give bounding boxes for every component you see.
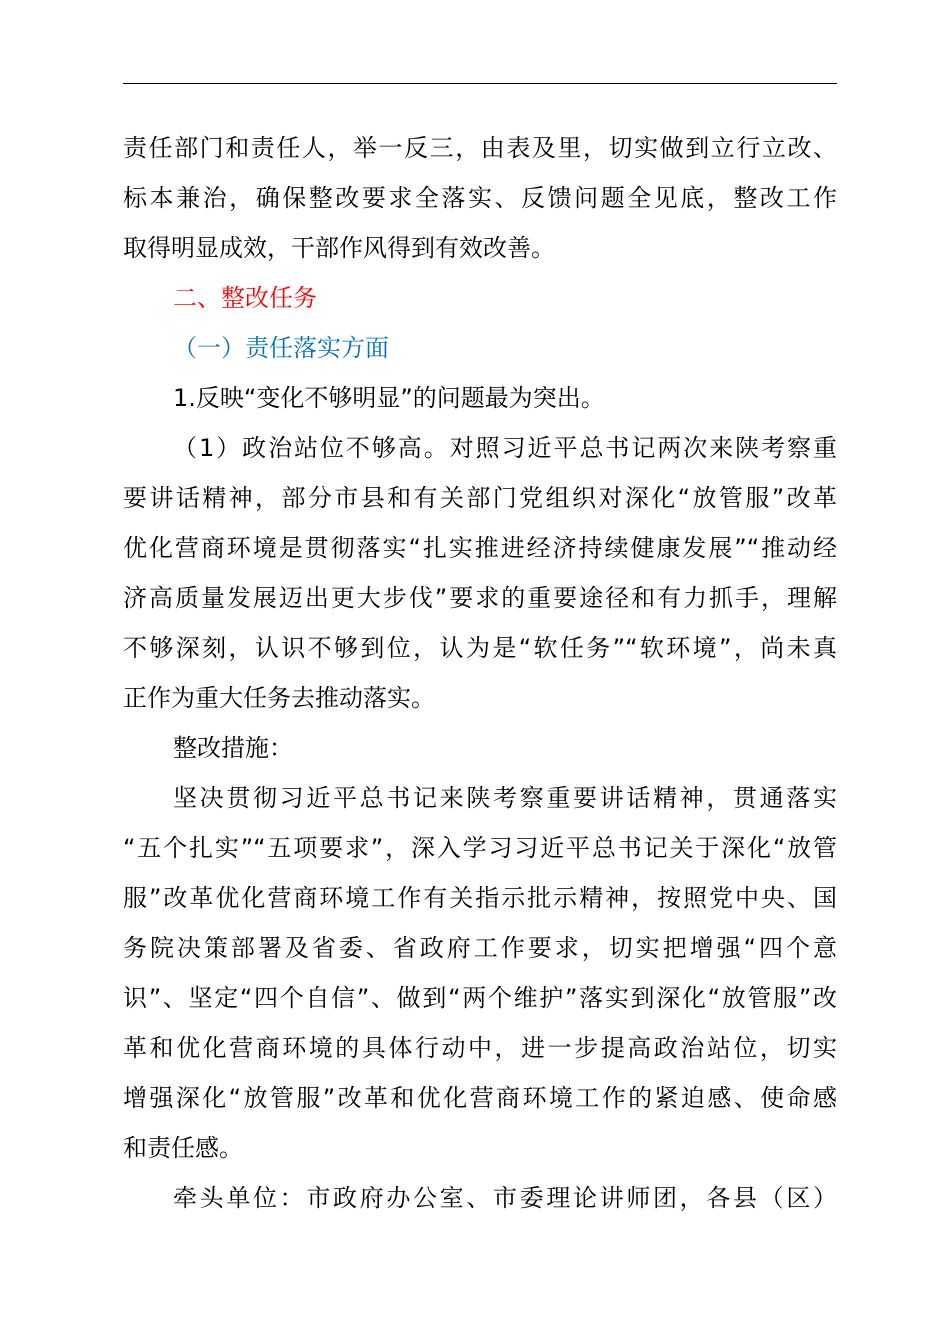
subsection-heading: （一）责任落实方面 [173,334,389,362]
paragraph-line: 坚决贯彻习近平总书记来陕考察重要讲话精神，贯通落实 [173,784,837,812]
paragraph-line: 标本兼治，确保整改要求全落实、反馈问题全见底，整改工作 [123,184,837,212]
paragraph-line: 服”改革优化营商环境工作有关指示批示精神，按照党中央、国 [123,884,837,912]
paragraph-line: 和责任感。 [123,1134,243,1162]
paragraph-line: 不够深刻，认识不够到位，认为是“软任务”“软环境”，尚未真 [123,634,837,662]
paragraph-line: 责任部门和责任人，举一反三，由表及里，切实做到立行立改、 [123,134,837,162]
lead-unit-line: 牵头单位：市政府办公室、市委理论讲师团，各县（区） [173,1184,837,1212]
item-heading: 1.反映“变化不够明显”的问题最为突出。 [173,384,605,412]
section-heading: 二、整改任务 [173,284,317,312]
paragraph-line: 增强深化“放管服”改革和优化营商环境工作的紧迫感、使命感 [123,1084,837,1112]
paragraph-line: 革和优化营商环境的具体行动中，进一步提高政治站位，切实 [123,1034,837,1062]
paragraph-line: 正作为重大任务去推动落实。 [123,684,435,712]
measures-label: 整改措施： [173,734,293,762]
header-rule [123,83,837,84]
paragraph-line: 务院决策部署及省委、省政府工作要求，切实把增强“四个意 [123,934,837,962]
paragraph-line: 识”、坚定“四个自信”、做到“两个维护”落实到深化“放管服”改 [123,984,837,1012]
paragraph-line: “五个扎实”“五项要求”，深入学习习近平总书记关于深化“放管 [123,834,837,862]
paragraph-line: 优化营商环境是贯彻落实“扎实推进经济持续健康发展”“推动经 [123,534,837,562]
paragraph-line: 要讲话精神，部分市县和有关部门党组织对深化“放管服”改革 [123,484,837,512]
paragraph-line: 济高质量发展迈出更大步伐”要求的重要途径和有力抓手，理解 [123,584,837,612]
paragraph-line: （1）政治站位不够高。对照习近平总书记两次来陕考察重 [173,434,837,462]
paragraph-line: 取得明显成效，干部作风得到有效改善。 [123,234,555,262]
